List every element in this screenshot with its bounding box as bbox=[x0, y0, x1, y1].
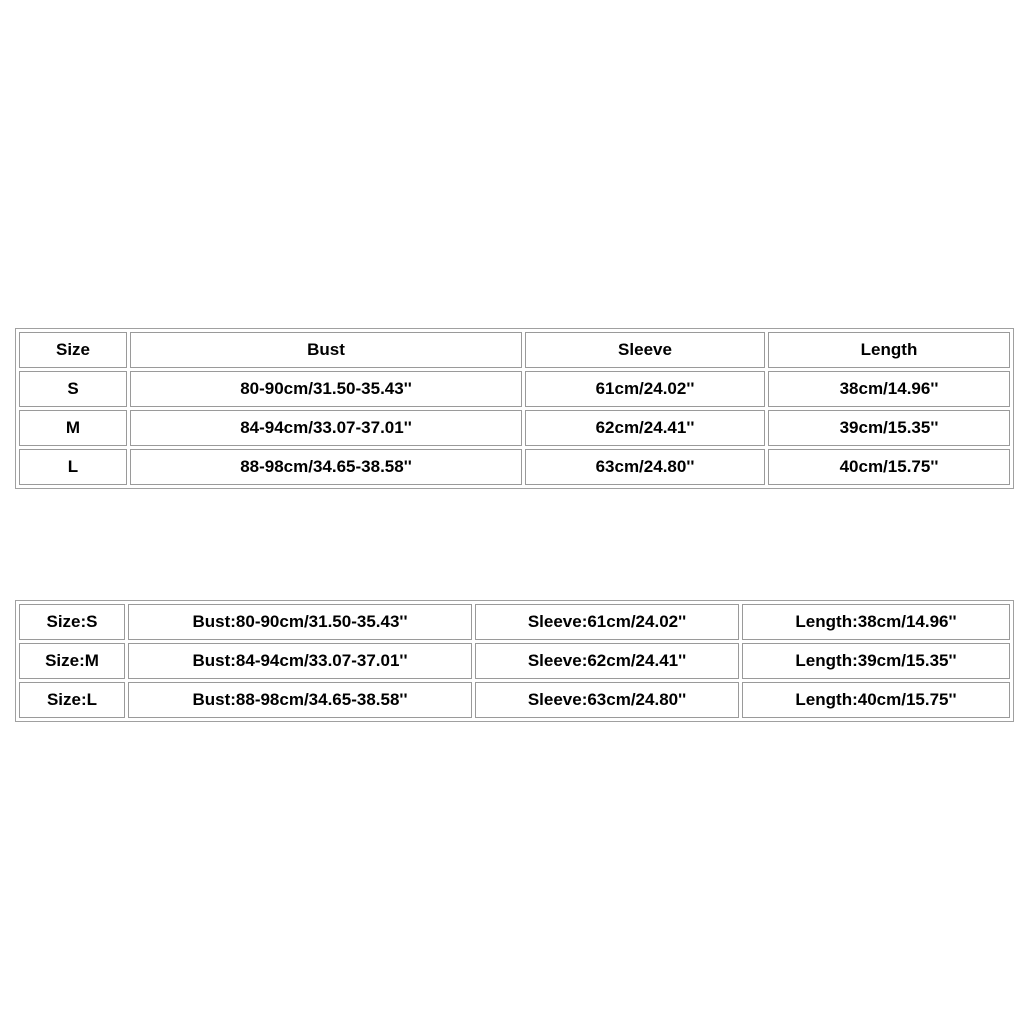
table-cell-bust: 84-94cm/33.07-37.01'' bbox=[130, 410, 522, 446]
table-row bbox=[19, 410, 1010, 446]
table-cell-size: Size:M bbox=[19, 643, 125, 679]
table-cell-bust: Bust:84-94cm/33.07-37.01'' bbox=[128, 643, 472, 679]
table-row bbox=[19, 604, 1010, 640]
table-cell-length: 38cm/14.96'' bbox=[768, 371, 1010, 407]
table-cell-sleeve: 63cm/24.80'' bbox=[525, 449, 765, 485]
table-cell-size: S bbox=[19, 371, 127, 407]
table-cell-bust: 88-98cm/34.65-38.58'' bbox=[130, 449, 522, 485]
table-cell-length: 39cm/15.35'' bbox=[768, 410, 1010, 446]
table-cell-sleeve: 61cm/24.02'' bbox=[525, 371, 765, 407]
table-cell-bust: Bust:88-98cm/34.65-38.58'' bbox=[128, 682, 472, 718]
table-cell-size: M bbox=[19, 410, 127, 446]
size-chart-table bbox=[15, 328, 1014, 489]
table-header-row bbox=[19, 332, 1010, 368]
size-chart-inline-table bbox=[15, 600, 1014, 722]
table-cell-sleeve: Sleeve:62cm/24.41'' bbox=[475, 643, 739, 679]
header-cell-bust: Bust bbox=[130, 332, 522, 368]
table-cell-length: Length:39cm/15.35'' bbox=[742, 643, 1010, 679]
table-cell-sleeve: Sleeve:63cm/24.80'' bbox=[475, 682, 739, 718]
table-row bbox=[19, 371, 1010, 407]
table-cell-bust: Bust:80-90cm/31.50-35.43'' bbox=[128, 604, 472, 640]
table-cell-length: Length:38cm/14.96'' bbox=[742, 604, 1010, 640]
table-cell-size: L bbox=[19, 449, 127, 485]
table-cell-sleeve: Sleeve:61cm/24.02'' bbox=[475, 604, 739, 640]
table-cell-size: Size:L bbox=[19, 682, 125, 718]
table-cell-length: Length:40cm/15.75'' bbox=[742, 682, 1010, 718]
header-cell-sleeve: Sleeve bbox=[525, 332, 765, 368]
header-cell-length: Length bbox=[768, 332, 1010, 368]
table-row bbox=[19, 643, 1010, 679]
table-row bbox=[19, 682, 1010, 718]
header-cell-size: Size bbox=[19, 332, 127, 368]
table-cell-sleeve: 62cm/24.41'' bbox=[525, 410, 765, 446]
table-row bbox=[19, 449, 1010, 485]
table-cell-bust: 80-90cm/31.50-35.43'' bbox=[130, 371, 522, 407]
table-cell-size: Size:S bbox=[19, 604, 125, 640]
table-cell-length: 40cm/15.75'' bbox=[768, 449, 1010, 485]
